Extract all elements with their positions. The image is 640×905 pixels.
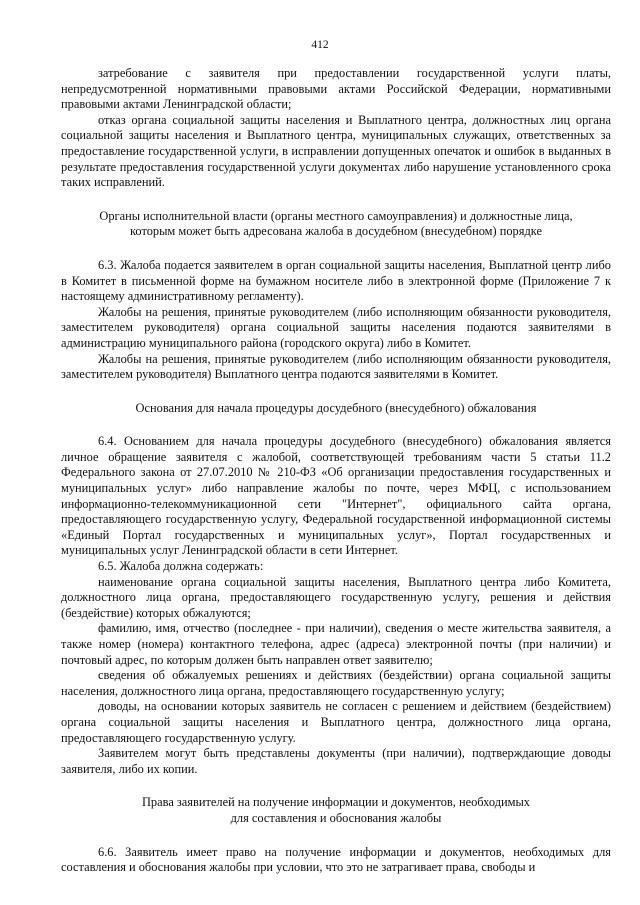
paragraph: затребование с заявителя при предоставлении государственной услуги платы, непредусмотренной нормативными правовыми актами Российской Федерации, нормативными правовыми актами Ленинградской области; [61, 66, 611, 112]
section-heading-line: Права заявителей на получение информации и документов, необходимых [141, 795, 530, 810]
section-heading [61, 795, 611, 826]
paragraph: 6.3. Жалоба подается заявителем в орган социальной защиты населения, Выплатной центр либо в Комитет в письменной форме на бумажном носителе либо в электронной форме (Приложение 7 к настоящему административному регламенту). [61, 257, 611, 304]
section-gap [61, 240, 611, 258]
paragraph: Жалобы на решения, принятые руководителем (либо исполняющим обязанности руководителя, заместителем руководителя) Выплатного центра подаются заявителями в Комитет. [61, 351, 611, 382]
section-heading-line: Органы исполнительной власти (органы местного самоуправления) и должностные лица, [99, 208, 573, 223]
document-body [61, 66, 611, 876]
section-gap [61, 191, 611, 209]
paragraph: отказ органа социальной защиты населения и Выплатного центра, должностных лиц органа социальной защиты населения и Выплатного центра, муниципальных служащих, ответственных за предоставление государственной услуги, в исправлении допущенных опечаток и ошибок в выданных в результате предоставления государственной услуги документах либо нарушение установленного срока таких исправлений. [61, 112, 611, 190]
paragraph: Заявителем могут быть представлены документы (при наличии), подтверждающие доводы заявителя, либо их копии. [61, 746, 611, 776]
section-gap [61, 383, 611, 401]
section-heading [61, 401, 611, 417]
page-number: 412 [311, 39, 329, 51]
paragraph: наименование органа социальной защиты населения, Выплатного центра либо Комитета, должностного лица органа, предоставляющего государственную услугу, решения и действия (бездействие) которых обжалуются; [61, 574, 611, 620]
paragraph: 6.5. Жалоба должна содержать: [98, 559, 264, 574]
paragraph: сведения об обжалуемых решениях и действиях (бездействии) органа социальной защиты населения, должностного лица органа, предоставляющего государственную услугу; [61, 668, 611, 698]
section-heading-line: Основания для начала процедуры досудебного (внесудебного) обжалования [135, 400, 537, 415]
paragraph: 6.6. Заявитель имеет право на получение информации и документов, необходимых для составления и обоснования жалобы при условии, что это не затрагивает права, свободы и [61, 844, 611, 875]
paragraph: 6.4. Основанием для начала процедуры досудебного (внесудебного) обжалования является личное обращение заявителя с жалобой, соответствующей требованиям части 5 статьи 11.2 Федерального закона от 27.07.2010 № 210-ФЗ «Об организации предоставления государственных и муниципальных услуг» либо направление жалобы по почте, через МФЦ, с использованием информационно-телекоммуникационной сети "Интернет", официального сайта органа, предоставляющего государственную услугу, Федеральной государственной информационной системы «Единый Портал государственных и муниципальных услуг», Портал государственных и муниципальных услуг Ленинградской области в сети Интернет. [61, 434, 611, 558]
paragraph: Жалобы на решения, принятые руководителем (либо исполняющим обязанности руководителя, заместителем руководителя) органа социальной защиты населения подаются заявителями в администрацию муниципального района (городского округа) либо в Комитет. [61, 304, 611, 350]
paragraph: доводы, на основании которых заявитель не согласен с решением и действием (бездействием) органа социальной защиты населения и Выплатного центра, должностного лица органа, предоставляющего государственную услугу. [61, 699, 611, 745]
section-gap [61, 827, 611, 845]
section-heading-line: которым может быть адресована жалоба в досудебном (внесудебном) порядке [130, 224, 542, 239]
section-gap [61, 777, 611, 795]
section-heading [61, 209, 611, 240]
section-gap [61, 416, 611, 434]
section-heading-line: для составления и обоснования жалобы [230, 810, 442, 825]
paragraph: фамилию, имя, отчество (последнее - при наличии), сведения о месте жительства заявителя, а также номер (номера) контактного телефона, адрес (адреса) электронной почты (при наличии) и почтовый адрес, по которым должен быть направлен ответ заявителю; [61, 621, 611, 667]
